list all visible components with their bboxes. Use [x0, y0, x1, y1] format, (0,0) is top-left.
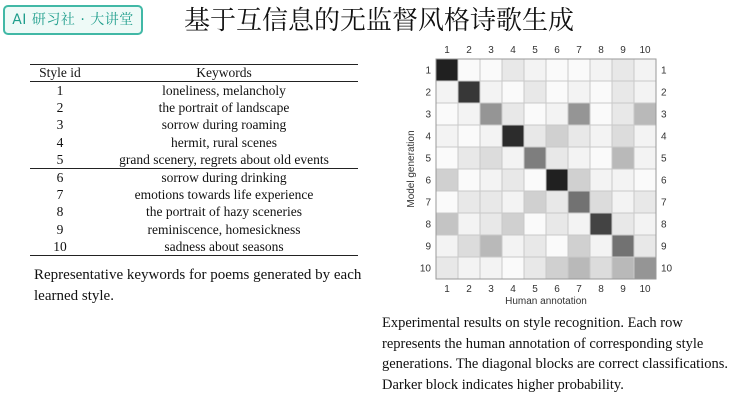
- heatmap-cell-r7-c7: [568, 191, 590, 213]
- heatmap-cell-r9-c2: [458, 235, 480, 257]
- heatmap-cell-r9-c1: [436, 235, 458, 257]
- style-id-cell: 5: [56, 151, 64, 167]
- heatmap-cell-r4-c7: [568, 125, 590, 147]
- y-tick-label-left: 7: [425, 197, 431, 209]
- y-tick-label-right: 1: [661, 65, 667, 77]
- heatmap-cell-r10-c1: [436, 257, 458, 279]
- table-row: [30, 99, 358, 116]
- heatmap-cell-r5-c7: [568, 147, 590, 169]
- heatmap-cell-r6-c5: [524, 169, 546, 191]
- heatmap-cell-r6-c8: [590, 169, 612, 191]
- style-keywords-table: [30, 64, 358, 256]
- y-tick-label-right: 2: [661, 87, 667, 99]
- table-header-row: [30, 65, 358, 82]
- y-tick-label-left: 1: [425, 65, 431, 77]
- style-id-cell: 8: [56, 204, 64, 220]
- y-tick-label-left: 5: [425, 153, 431, 165]
- heatmap-cell-r7-c3: [480, 191, 502, 213]
- x-tick-label-top: 9: [620, 45, 626, 56]
- y-tick-label-left: 10: [419, 263, 431, 275]
- x-tick-label-bottom: 4: [510, 284, 516, 295]
- heatmap-cell-r3-c8: [590, 103, 612, 125]
- heatmap-cell-r10-c8: [590, 257, 612, 279]
- heatmap-cell-r7-c6: [546, 191, 568, 213]
- heatmap-cell-r5-c2: [458, 147, 480, 169]
- style-id-cell: 2: [56, 100, 64, 116]
- style-id-cell: 6: [30, 169, 90, 187]
- heatmap-cell-r10-c7: [568, 257, 590, 279]
- heatmap-cell-r10-c3: [480, 257, 502, 279]
- heatmap-cell-r7-c9: [612, 191, 634, 213]
- heatmap-cell-r1-c5: [524, 59, 546, 81]
- heatmap-cell-r1-c3: [480, 59, 502, 81]
- style-id-cell: 10: [30, 238, 90, 256]
- heatmap-cell-r3-c3: [480, 103, 502, 125]
- heatmap-cell-r4-c2: [458, 125, 480, 147]
- y-tick-label-left: 3: [425, 109, 431, 121]
- heatmap-cell-r10-c10: [634, 257, 656, 279]
- heatmap-cell-r5-c4: [502, 147, 524, 169]
- table-row: [30, 134, 358, 151]
- heatmap-cell-r2-c9: [612, 81, 634, 103]
- heatmap-cell-r9-c3: [480, 235, 502, 257]
- heatmap-cell-r8-c10: [634, 213, 656, 235]
- heatmap-cell-r1-c4: [502, 59, 524, 81]
- x-tick-label-bottom: 9: [620, 284, 626, 295]
- heatmap-cell-r8-c4: [502, 213, 524, 235]
- heatmap-cell-r9-c6: [546, 235, 568, 257]
- keywords-cell: sorrow during drinking: [90, 169, 358, 187]
- heatmap-cell-r1-c10: [634, 59, 656, 81]
- y-axis-label: Model generation: [406, 130, 417, 208]
- y-tick-label-left: 6: [425, 175, 431, 187]
- heatmap-cell-r8-c5: [524, 213, 546, 235]
- heatmap-cell-r1-c1: [436, 59, 458, 81]
- heatmap-cell-r6-c2: [458, 169, 480, 191]
- heatmap-caption: Experimental results on style recognition. Each row represents the human annotation of corresponding style generations. The diagonal blocks are correct classifications. Darker block indicates higher probability.: [382, 315, 728, 393]
- heatmap-cell-r4-c5: [524, 125, 546, 147]
- table-row: [30, 169, 358, 187]
- y-tick-label-right: 7: [661, 197, 667, 209]
- heatmap-cell-r3-c10: [634, 103, 656, 125]
- heatmap-cell-r2-c10: [634, 81, 656, 103]
- keywords-cell: loneliness, melancholy: [162, 83, 286, 98]
- y-tick-label-right: 8: [661, 219, 667, 231]
- heatmap-cell-r7-c5: [524, 191, 546, 213]
- heatmap-cell-r3-c1: [436, 103, 458, 125]
- x-tick-label-top: 10: [639, 45, 651, 56]
- table-row: [30, 186, 358, 203]
- y-tick-label-right: 6: [661, 175, 667, 187]
- heatmap-cell-r10-c5: [524, 257, 546, 279]
- keywords-cell: grand scenery, regrets about old events: [119, 151, 329, 167]
- heatmap-cell-r8-c3: [480, 213, 502, 235]
- heatmap-cell-r2-c5: [524, 81, 546, 103]
- y-tick-label-right: 3: [661, 109, 667, 121]
- x-tick-label-bottom: 6: [554, 284, 560, 295]
- style-id-cell: 4: [56, 134, 64, 150]
- heatmap-cell-r5-c6: [546, 147, 568, 169]
- heatmap-cell-r4-c10: [634, 125, 656, 147]
- heatmap-cell-r5-c9: [612, 147, 634, 169]
- heatmap-cell-r8-c9: [612, 213, 634, 235]
- heatmap-cell-r6-c9: [612, 169, 634, 191]
- x-tick-label-top: 2: [466, 45, 472, 56]
- heatmap-cell-r4-c8: [590, 125, 612, 147]
- x-tick-label-bottom: 10: [639, 284, 651, 295]
- keywords-cell: the portrait of landscape: [158, 100, 290, 116]
- heatmap-cell-r8-c1: [436, 213, 458, 235]
- x-tick-label-top: 6: [554, 45, 560, 56]
- heatmap-cell-r2-c6: [546, 81, 568, 103]
- heatmap-cell-r9-c8: [590, 235, 612, 257]
- heatmap-cell-r3-c7: [568, 103, 590, 125]
- style-id-cell: 7: [56, 187, 64, 203]
- column-header-style-id: Style id: [30, 65, 90, 82]
- heatmap-cell-r3-c9: [612, 103, 634, 125]
- x-tick-label-bottom: 5: [532, 284, 538, 295]
- heatmap-cell-r8-c8: [590, 213, 612, 235]
- y-tick-label-right: 4: [661, 131, 667, 143]
- heatmap-cell-r1-c6: [546, 59, 568, 81]
- y-tick-label-left: 2: [425, 87, 431, 99]
- heatmap-cell-r4-c3: [480, 125, 502, 147]
- keywords-cell: sadness about seasons: [90, 238, 358, 256]
- keywords-table-caption: Representative keywords for poems generated by each learned style.: [34, 267, 362, 304]
- heatmap-cell-r1-c7: [568, 59, 590, 81]
- heatmap-cell-r1-c8: [590, 59, 612, 81]
- x-tick-label-top: 1: [444, 45, 450, 56]
- heatmap-cell-r10-c9: [612, 257, 634, 279]
- heatmap-cell-r8-c2: [458, 213, 480, 235]
- heatmap-cell-r9-c7: [568, 235, 590, 257]
- table-row: [30, 203, 358, 220]
- y-tick-label-right: 9: [661, 241, 667, 253]
- y-tick-label-left: 4: [425, 131, 431, 143]
- heatmap-cell-r5-c1: [436, 147, 458, 169]
- style-id-cell: 1: [56, 83, 64, 98]
- heatmap-cell-r9-c5: [524, 235, 546, 257]
- heatmap-cell-r2-c3: [480, 81, 502, 103]
- heatmap-cell-r10-c6: [546, 257, 568, 279]
- heatmap-cell-r6-c6: [546, 169, 568, 191]
- heatmap-cell-r7-c10: [634, 191, 656, 213]
- x-tick-label-top: 5: [532, 45, 538, 56]
- heatmap-cell-r7-c2: [458, 191, 480, 213]
- heatmap-cell-r2-c4: [502, 81, 524, 103]
- heatmap-cell-r9-c9: [612, 235, 634, 257]
- x-tick-label-top: 3: [488, 45, 494, 56]
- heatmap-cell-r1-c2: [458, 59, 480, 81]
- slide-title: 基于互信息的无监督风格诗歌生成: [184, 6, 575, 36]
- heatmap-cell-r6-c10: [634, 169, 656, 191]
- heatmap-cell-r6-c7: [568, 169, 590, 191]
- x-tick-label-top: 4: [510, 45, 516, 56]
- heatmap-cell-r4-c9: [612, 125, 634, 147]
- heatmap-cell-r9-c4: [502, 235, 524, 257]
- heatmap-cell-r5-c3: [480, 147, 502, 169]
- x-tick-label-bottom: 2: [466, 284, 472, 295]
- heatmap-cell-r4-c1: [436, 125, 458, 147]
- heatmap-cell-r10-c2: [458, 257, 480, 279]
- heatmap-cell-r1-c9: [612, 59, 634, 81]
- y-tick-label-right: 5: [661, 153, 667, 165]
- keywords-cell: reminiscence, homesickness: [147, 221, 301, 237]
- x-tick-label-bottom: 7: [576, 284, 582, 295]
- x-tick-label-top: 7: [576, 45, 582, 56]
- heatmap-cell-r3-c2: [458, 103, 480, 125]
- heatmap-cell-r3-c4: [502, 103, 524, 125]
- x-axis-label: Human annotation: [505, 296, 587, 307]
- heatmap-cell-r2-c8: [590, 81, 612, 103]
- heatmap-cell-r4-c4: [502, 125, 524, 147]
- heatmap-cell-r7-c4: [502, 191, 524, 213]
- column-header-keywords: Keywords: [90, 65, 358, 82]
- heatmap-cell-r6-c4: [502, 169, 524, 191]
- keywords-cell: emotions towards life experience: [134, 187, 314, 203]
- table-row: [30, 116, 358, 133]
- heatmap-cell-r8-c7: [568, 213, 590, 235]
- x-tick-label-bottom: 1: [444, 284, 450, 295]
- heatmap-cell-r8-c6: [546, 213, 568, 235]
- heatmap-cell-r3-c6: [546, 103, 568, 125]
- heatmap-cell-r10-c4: [502, 257, 524, 279]
- style-recognition-heatmap: [400, 38, 690, 310]
- heatmap-cell-r2-c1: [436, 81, 458, 103]
- heatmap-cell-r3-c5: [524, 103, 546, 125]
- keywords-cell: the portrait of hazy sceneries: [146, 204, 302, 220]
- table-row: [30, 221, 358, 238]
- keywords-cell: sorrow during roaming: [161, 117, 287, 133]
- x-tick-label-bottom: 8: [598, 284, 604, 295]
- y-tick-label-left: 8: [425, 219, 431, 231]
- style-id-cell: 9: [56, 221, 64, 237]
- heatmap-cell-r2-c7: [568, 81, 590, 103]
- table-row: [30, 151, 358, 169]
- heatmap-cell-r6-c3: [480, 169, 502, 191]
- heatmap-cell-r6-c1: [436, 169, 458, 191]
- heatmap-cell-r2-c2: [458, 81, 480, 103]
- heatmap-cell-r7-c8: [590, 191, 612, 213]
- keywords-cell: hermit, rural scenes: [170, 134, 278, 150]
- x-tick-label-bottom: 3: [488, 284, 494, 295]
- style-id-cell: 3: [56, 117, 64, 133]
- heatmap-cell-r5-c5: [524, 147, 546, 169]
- ai-yanxishe-badge: AI 研习社 · 大讲堂: [3, 5, 143, 35]
- table-row: [30, 238, 358, 256]
- table-row: [30, 82, 358, 100]
- y-tick-label-left: 9: [425, 241, 431, 253]
- heatmap-cell-r7-c1: [436, 191, 458, 213]
- y-tick-label-right: 10: [661, 263, 673, 275]
- heatmap-cell-r5-c8: [590, 147, 612, 169]
- heatmap-cell-r9-c10: [634, 235, 656, 257]
- heatmap-cell-r4-c6: [546, 125, 568, 147]
- heatmap-cell-r5-c10: [634, 147, 656, 169]
- x-tick-label-top: 8: [598, 45, 604, 56]
